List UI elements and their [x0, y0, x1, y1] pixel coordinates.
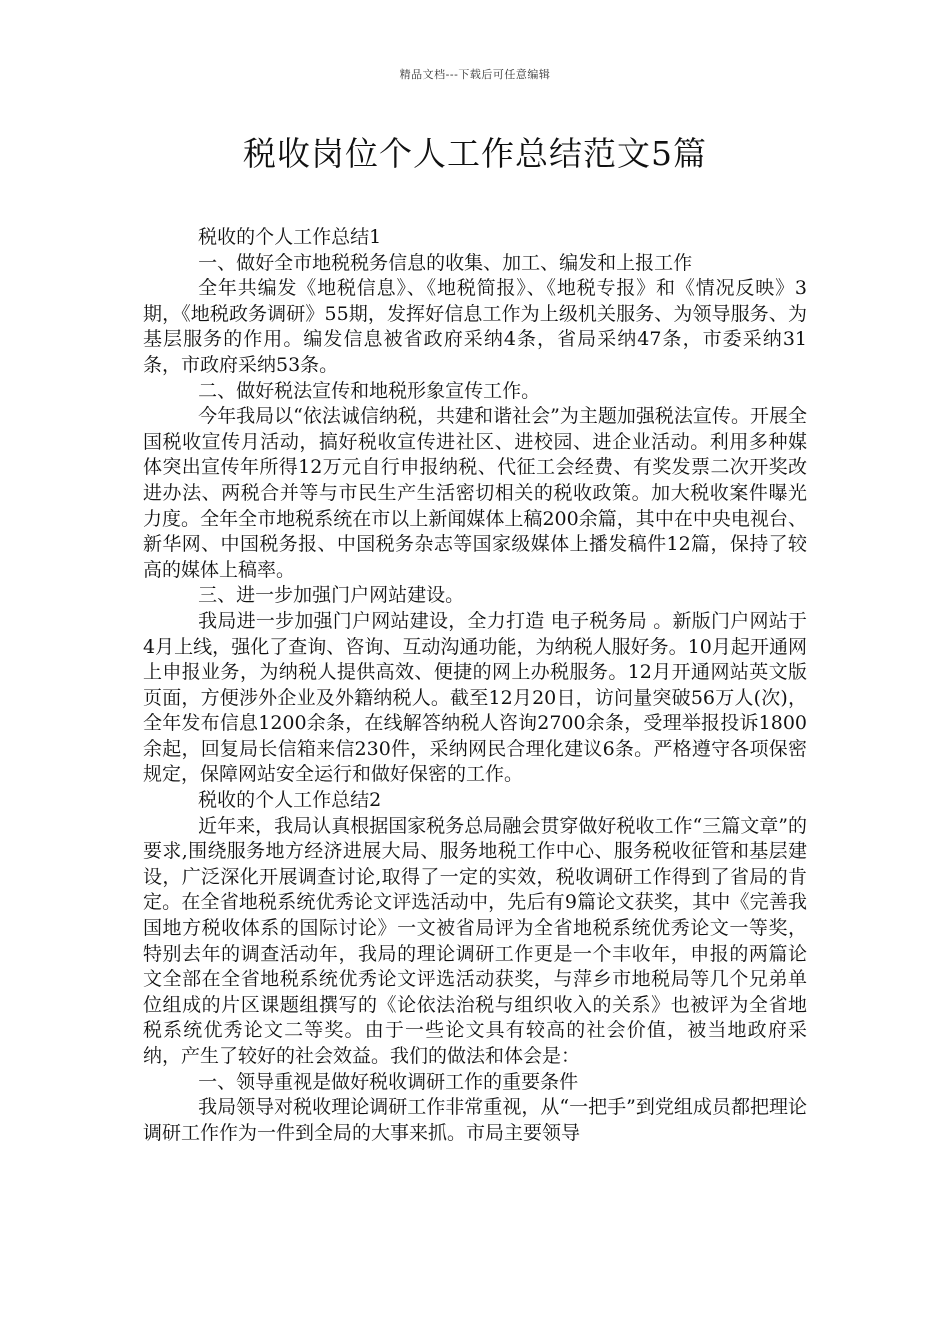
body-paragraph: 我局领导对税收理论调研工作非常重视，从“一把手”到党组成员都把理论调研工作作为一件到全局的大事来抓。市局主要领导: [143, 1096, 807, 1144]
body-paragraph: 今年我局以“依法诚信纳税，共建和谐社会”为主题加强税法宣传。开展全国税收宣传月活动，搞好税收宣传进社区、进校园、进企业活动。利用多种媒体突出宣传年所得12万元自行申报纳税、代征工会经费、有奖发票二次开奖改进办法、两税合并等与市民生产生活密切相关的税收政策。加大税收案件曝光力度。全年全市地税系统在市以上新闻媒体上稿200余篇，其中在中央电视台、新华网、中国税务报、中国税务杂志等国家级媒体上播发稿件12篇，保持了较高的媒体上稿率。: [143, 405, 807, 581]
section-heading-2: 税收的个人工作总结2: [198, 789, 382, 812]
header-note: 精品文档---下载后可任意编辑: [399, 68, 551, 81]
subheading-1: 一、做好全市地税税务信息的收集、加工、编发和上报工作: [198, 251, 693, 274]
subheading-4: 一、领导重视是做好税收调研工作的重要条件: [198, 1070, 579, 1093]
subheading-3: 三、进一步加强门户网站建设。: [198, 584, 465, 607]
body-paragraph: 近年来，我局认真根据国家税务总局融会贯穿做好税收工作“三篇文章”的要求,围绕服务地方经济进展大局、服务地税工作中心、服务税收征管和基层建设，广泛深化开展调查讨论,取得了一定的实效，税收调研工作得到了省局的肯定。在全省地税系统优秀论文评选活动中，先后有9篇论文获奖，其中《完善我国地方税收体系的国际讨论》一文被省局评为全省地税系统优秀论文一等奖，特别去年的调查活动年，我局的理论调研工作更是一个丰收年，申报的两篇论文全部在全省地税系统优秀论文评选活动获奖，与萍乡市地税局等几个兄弟单位组成的片区课题组撰写的《论依法治税与组织收入的关系》也被评为全省地税系统优秀论文二等奖。由于一些论文具有较高的社会价值，被当地政府采纳，产生了较好的社会效益。我们的做法和体会是：: [143, 814, 807, 1067]
body-paragraph: 我局进一步加强门户网站建设，全力打造 电子税务局 。新版门户网站于4月上线，强化了查询、咨询、互动沟通功能，为纳税人服好务。10月起开通网上申报业务，为纳税人提供高效、便捷的网上办税服务。12月开通网站英文版页面，方便涉外企业及外籍纳税人。截至12月20日，访问量突破56万人(次)，全年发布信息1200余条，在线解答纳税人咨询2700余条，受理举报投诉1800余起，回复局长信箱来信230件，采纳网民合理化建议6条。严格遵守各项保密规定，保障网站安全运行和做好保密的工作。: [143, 609, 807, 786]
section-heading-1: 税收的个人工作总结1: [198, 226, 382, 248]
subheading-2: 二、做好税法宣传和地税形象宣传工作。: [198, 379, 541, 402]
body-paragraph: 全年共编发《地税信息》、《地税简报》、《地税专报》和《情况反映》3期，《地税政务调研》55期，发挥好信息工作为上级机关服务、为领导服务、为基层服务的作用。编发信息被省政府采纳4条，省局采纳47条，市委采纳31条，市政府采纳53条。: [143, 277, 807, 376]
document-body: [143, 225, 807, 1146]
document-title: 税收岗位个人工作总结范文5篇: [243, 134, 707, 173]
